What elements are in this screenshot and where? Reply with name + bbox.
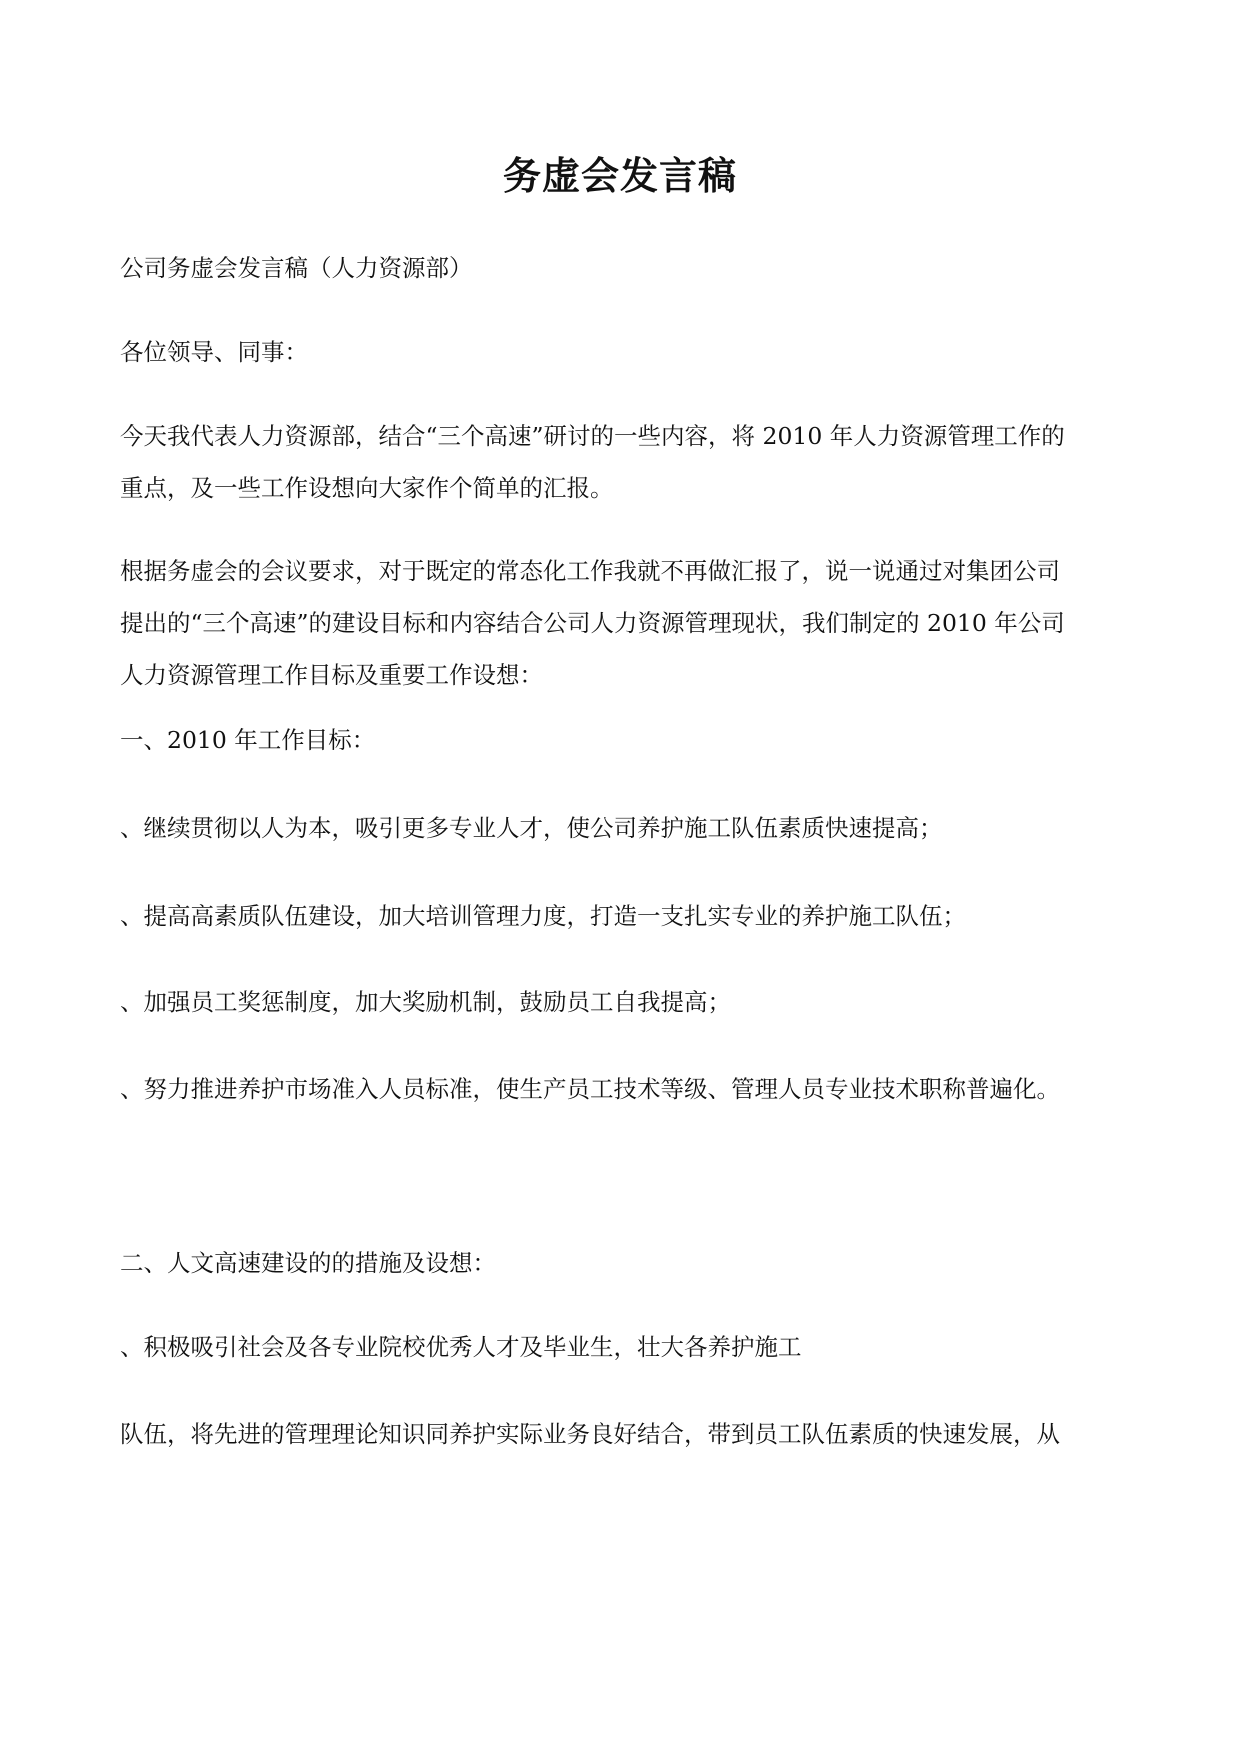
goal-item: 、努力推进养护市场准入人员标准，使生产员工技术等级、管理人员专业技术职称普遍化。 bbox=[120, 1075, 1060, 1103]
document-subtitle: 公司务虚会发言稿（人力资源部） bbox=[120, 254, 473, 282]
goal-item: 、加强员工奖惩制度，加大奖励机制，鼓励员工自我提高； bbox=[120, 988, 731, 1016]
document-title: 务虚会发言稿 bbox=[502, 153, 737, 198]
context-paragraph bbox=[120, 545, 1128, 701]
section-1-heading: 一、2010 年工作目标： bbox=[120, 726, 376, 754]
goal-item: 、提高高素质队伍建设，加大培训管理力度，打造一支扎实专业的养护施工队伍； bbox=[120, 902, 966, 930]
section-2-heading: 二、人文高速建设的的措施及设想： bbox=[120, 1249, 496, 1277]
intro-paragraph bbox=[120, 410, 1128, 514]
context-line: 人力资源管理工作目标及重要工作设想： bbox=[120, 661, 543, 689]
greeting: 各位领导、同事： bbox=[120, 338, 308, 366]
intro-line: 重点，及一些工作设想向大家作个简单的汇报。 bbox=[120, 474, 614, 502]
context-line: 根据务虚会的会议要求，对于既定的常态化工作我就不再做汇报了，说一说通过对集团公司 bbox=[120, 557, 1060, 585]
intro-line: 今天我代表人力资源部，结合“三个高速”研讨的一些内容，将 2010 年人力资源管理工作的 bbox=[120, 422, 1065, 450]
measure-item: 、积极吸引社会及各专业院校优秀人才及毕业生，壮大各养护施工 bbox=[120, 1333, 802, 1361]
goal-item: 、继续贯彻以人为本，吸引更多专业人才，使公司养护施工队伍素质快速提高； bbox=[120, 814, 943, 842]
context-line: 提出的“三个高速”的建设目标和内容结合公司人力资源管理现状，我们制定的 2010 年公司 bbox=[120, 609, 1065, 637]
measure-continuation: 队伍，将先进的管理理论知识同养护实际业务良好结合，带到员工队伍素质的快速发展，从 bbox=[120, 1420, 1060, 1448]
